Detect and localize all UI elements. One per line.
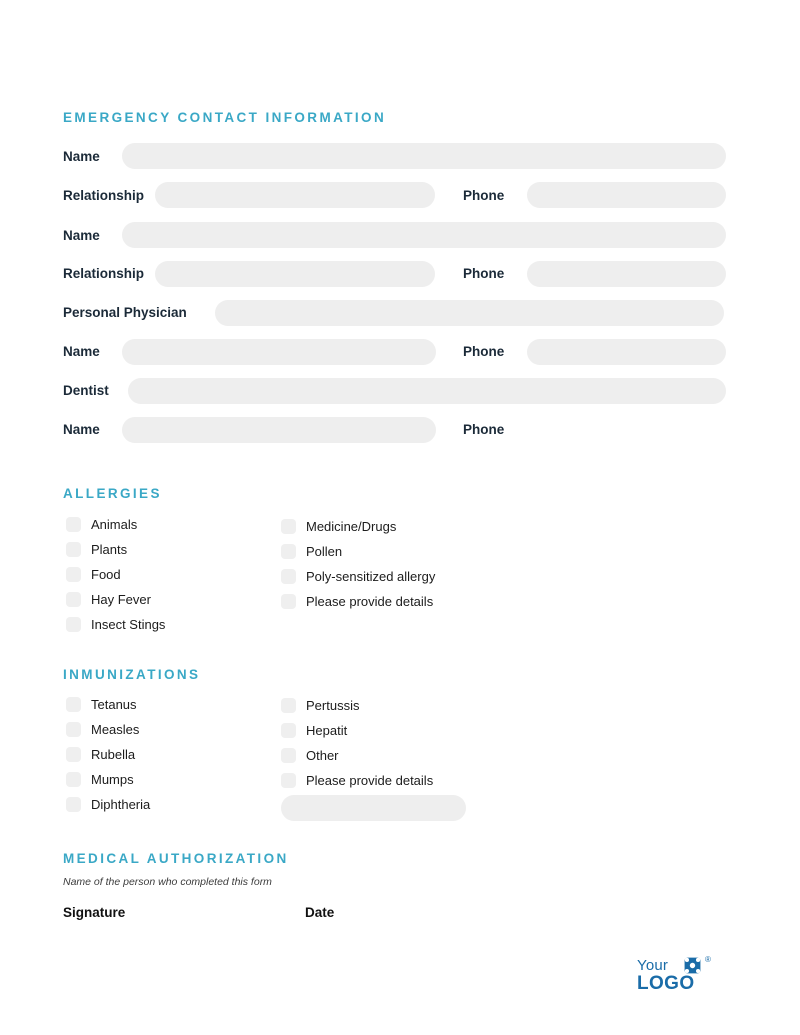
logo-top-text: Your [637, 957, 669, 974]
label-name-2: Name [63, 228, 100, 243]
checkbox-medicine-drugs[interactable] [281, 519, 296, 534]
input-phone-2[interactable] [527, 261, 726, 287]
input-inmunization-details[interactable] [281, 795, 466, 821]
input-dentist[interactable] [128, 378, 726, 404]
checkbox-row-rubella[interactable] [66, 747, 135, 762]
checkbox-label-insect-stings: Insect Stings [91, 617, 166, 632]
checkbox-row-measles[interactable] [66, 722, 139, 737]
checkbox-row-hepatit[interactable] [281, 723, 347, 738]
checkbox-row-animals[interactable] [66, 517, 137, 532]
input-name-1[interactable] [122, 143, 726, 169]
input-phone-3[interactable] [527, 339, 726, 365]
checkbox-row-other[interactable] [281, 748, 339, 763]
checkbox-insect-stings[interactable] [66, 617, 81, 632]
checkbox-row-allergy-details[interactable] [281, 594, 433, 609]
section-heading-inmunizations: INMUNIZATIONS [63, 667, 201, 682]
label-dentist: Dentist [63, 383, 109, 398]
checkbox-label-mumps: Mumps [91, 772, 134, 787]
checkbox-label-pollen: Pollen [306, 544, 343, 559]
checkbox-row-medicine-drugs[interactable] [281, 519, 396, 534]
input-phone-1[interactable] [527, 182, 726, 208]
label-relationship-1: Relationship [63, 188, 145, 203]
logo-bottom-text: LOGO [637, 973, 695, 994]
checkbox-label-rubella: Rubella [91, 747, 136, 762]
label-relationship-2: Relationship [63, 266, 145, 281]
checkbox-hay-fever[interactable] [66, 592, 81, 607]
checkbox-poly-sensitized-allergy[interactable] [281, 569, 296, 584]
checkbox-row-diphtheria[interactable] [66, 797, 150, 812]
input-relationship-2[interactable] [155, 261, 435, 287]
checkbox-label-pertussis: Pertussis [306, 698, 360, 713]
checkbox-row-plants[interactable] [66, 542, 127, 557]
checkbox-row-inmunization-details[interactable] [281, 773, 433, 788]
checkbox-inmunization-details[interactable] [281, 773, 296, 788]
checkbox-label-measles: Measles [91, 722, 140, 737]
checkbox-rubella[interactable] [66, 747, 81, 762]
checkbox-label-allergy-details: Please provide details [306, 594, 434, 609]
checkbox-mumps[interactable] [66, 772, 81, 787]
checkbox-label-inmunization-details: Please provide details [306, 773, 434, 788]
checkbox-row-mumps[interactable] [66, 772, 134, 787]
checkbox-tetanus[interactable] [66, 697, 81, 712]
checkbox-row-poly-sensitized-allergy[interactable] [281, 569, 435, 584]
checkbox-row-food[interactable] [66, 567, 121, 582]
checkbox-row-pertussis[interactable] [281, 698, 359, 713]
checkbox-row-insect-stings[interactable] [66, 617, 165, 632]
checkbox-label-plants: Plants [91, 542, 128, 557]
checkbox-label-medicine-drugs: Medicine/Drugs [306, 519, 397, 534]
checkbox-label-hepatit: Hepatit [306, 723, 348, 738]
checkbox-label-animals: Animals [91, 517, 138, 532]
label-name-4: Name [63, 422, 100, 437]
checkbox-other[interactable] [281, 748, 296, 763]
checkbox-animals[interactable] [66, 517, 81, 532]
checkbox-label-diphtheria: Diphtheria [91, 797, 151, 812]
checkbox-hepatit[interactable] [281, 723, 296, 738]
label-name-1: Name [63, 149, 100, 164]
checkbox-row-hay-fever[interactable] [66, 592, 151, 607]
checkbox-diphtheria[interactable] [66, 797, 81, 812]
section-heading-allergies: ALLERGIES [63, 486, 162, 501]
label-phone-2: Phone [463, 266, 505, 281]
label-phone-4: Phone [463, 422, 505, 437]
medical-authorization-note: Name of the person who completed this form [63, 876, 272, 888]
input-personal-physician[interactable] [215, 300, 724, 326]
checkbox-row-pollen[interactable] [281, 544, 342, 559]
input-name-3[interactable] [122, 339, 436, 365]
label-name-3: Name [63, 344, 100, 359]
input-relationship-1[interactable] [155, 182, 435, 208]
section-heading-emergency-contact: EMERGENCY CONTACT INFORMATION [63, 110, 387, 125]
checkbox-label-food: Food [91, 567, 121, 582]
checkbox-measles[interactable] [66, 722, 81, 737]
checkbox-label-other: Other [306, 748, 339, 763]
checkbox-food[interactable] [66, 567, 81, 582]
checkbox-label-poly-sensitized-allergy: Poly-sensitized allergy [306, 569, 436, 584]
registered-trademark-icon: ® [705, 955, 711, 964]
flower-square-icon [683, 956, 702, 975]
checkbox-label-tetanus: Tetanus [91, 697, 137, 712]
label-phone-3: Phone [463, 344, 505, 359]
checkbox-plants[interactable] [66, 542, 81, 557]
checkbox-allergy-details[interactable] [281, 594, 296, 609]
section-heading-medical-authorization: MEDICAL AUTHORIZATION [63, 851, 289, 866]
label-phone-1: Phone [463, 188, 505, 203]
input-name-4[interactable] [122, 417, 436, 443]
logo [637, 955, 747, 998]
checkbox-label-hay-fever: Hay Fever [91, 592, 151, 607]
label-signature: Signature [63, 905, 126, 920]
label-date: Date [305, 905, 335, 920]
checkbox-row-tetanus[interactable] [66, 697, 137, 712]
label-personal-physician: Personal Physician [63, 305, 187, 320]
input-name-2[interactable] [122, 222, 726, 248]
checkbox-pertussis[interactable] [281, 698, 296, 713]
checkbox-pollen[interactable] [281, 544, 296, 559]
